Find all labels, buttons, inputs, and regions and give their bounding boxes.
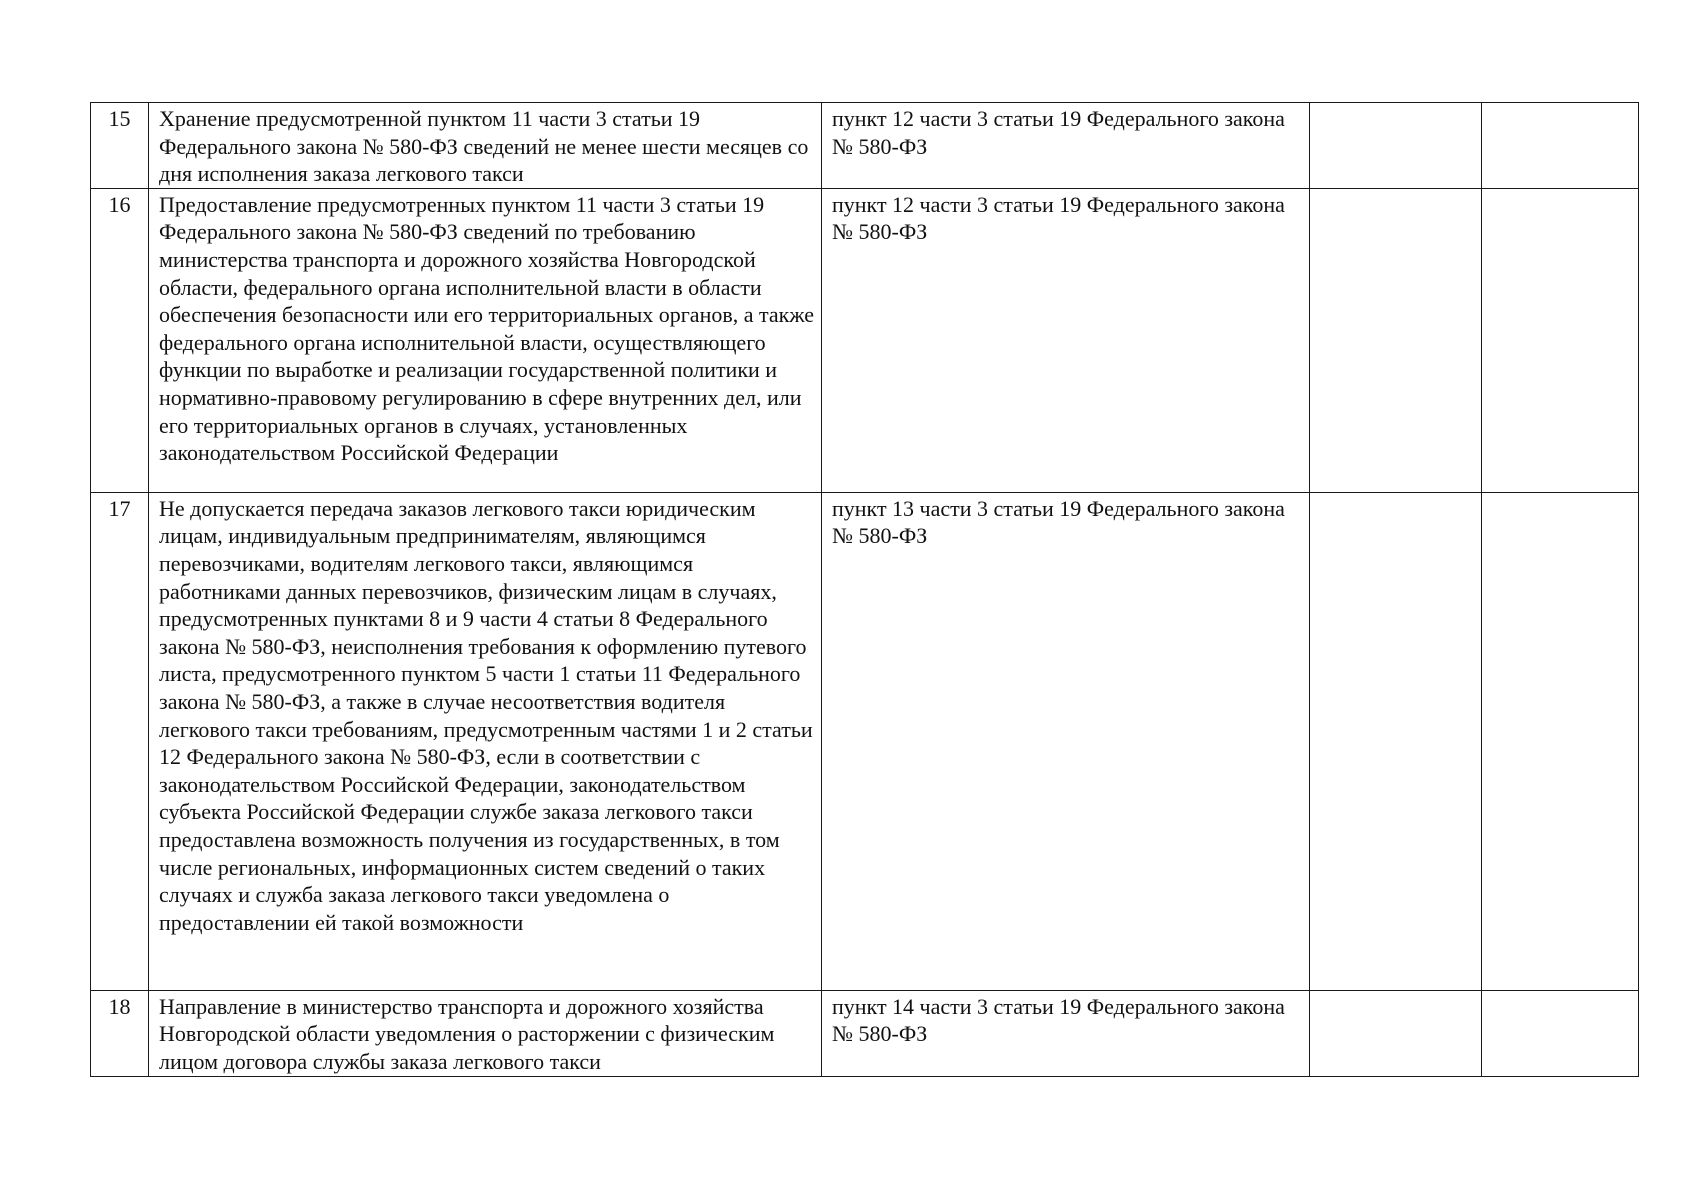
empty-cell — [1482, 103, 1639, 189]
empty-cell — [1310, 990, 1482, 1076]
empty-cell — [1482, 990, 1639, 1076]
empty-cell — [1310, 492, 1482, 990]
legal-reference: пункт 13 части 3 статьи 19 Федерального закона № 580-ФЗ — [822, 492, 1310, 990]
empty-cell — [1482, 188, 1639, 492]
empty-cell — [1482, 492, 1639, 990]
table-row — [91, 103, 1639, 189]
table-row — [91, 492, 1639, 990]
table-row — [91, 188, 1639, 492]
legal-reference: пункт 12 части 3 статьи 19 Федерального закона № 580-ФЗ — [822, 188, 1310, 492]
requirements-table — [90, 102, 1639, 1077]
requirement-text: Направление в министерство транспорта и дорожного хозяйства Новгородской области уведомления о расторжении с физическим лицом договора службы заказа легкового такси — [149, 990, 822, 1076]
legal-reference: пункт 14 части 3 статьи 19 Федерального закона № 580-ФЗ — [822, 990, 1310, 1076]
empty-cell — [1310, 103, 1482, 189]
row-number: 15 — [91, 103, 149, 189]
legal-reference: пункт 12 части 3 статьи 19 Федерального закона № 580-ФЗ — [822, 103, 1310, 189]
row-number: 18 — [91, 990, 149, 1076]
requirement-text: Не допускается передача заказов легкового такси юридическим лицам, индивидуальным предпринимателям, являющимся перевозчиками, водителям легкового такси, являющимся работниками данных перевозчиков, физическим лицам в случаях, предусмотренных пунктами 8 и 9 части 4 статьи 8 Федерального закона № 580-ФЗ, неисполнения требования к оформлению путевого листа, предусмотренного пунктом 5 части 1 статьи 11 Федерального закона № 580-ФЗ, а также в случае несоответствия водителя легкового такси требованиям, предусмотренным частями 1 и 2 статьи 12 Федерального закона № 580-ФЗ, если в соответствии с законодательством Российской Федерации, законодательством субъекта Российской Федерации службе заказа легкового такси предоставлена возможность получения из государственных, в том числе региональных, информационных систем сведений о таких случаях и служба заказа легкового такси уведомлена о предоставлении ей такой возможности — [149, 492, 822, 990]
row-number: 16 — [91, 188, 149, 492]
empty-cell — [1310, 188, 1482, 492]
row-number: 17 — [91, 492, 149, 990]
requirement-text: Хранение предусмотренной пунктом 11 части 3 статьи 19 Федерального закона № 580-ФЗ сведений не менее шести месяцев со дня исполнения заказа легкового такси — [149, 103, 822, 189]
table-row — [91, 990, 1639, 1076]
requirement-text: Предоставление предусмотренных пунктом 11 части 3 статьи 19 Федерального закона № 580-ФЗ сведений по требованию министерства транспорта и дорожного хозяйства Новгородской области, федерального органа исполнительной власти в области обеспечения безопасности или его территориальных органов, а также федерального органа исполнительной власти, осуществляющего функции по выработке и реализации государственной политики и нормативно-правовому регулированию в сфере внутренних дел, или его территориальных органов в случаях, установленных законодательством Российской Федерации — [149, 188, 822, 492]
